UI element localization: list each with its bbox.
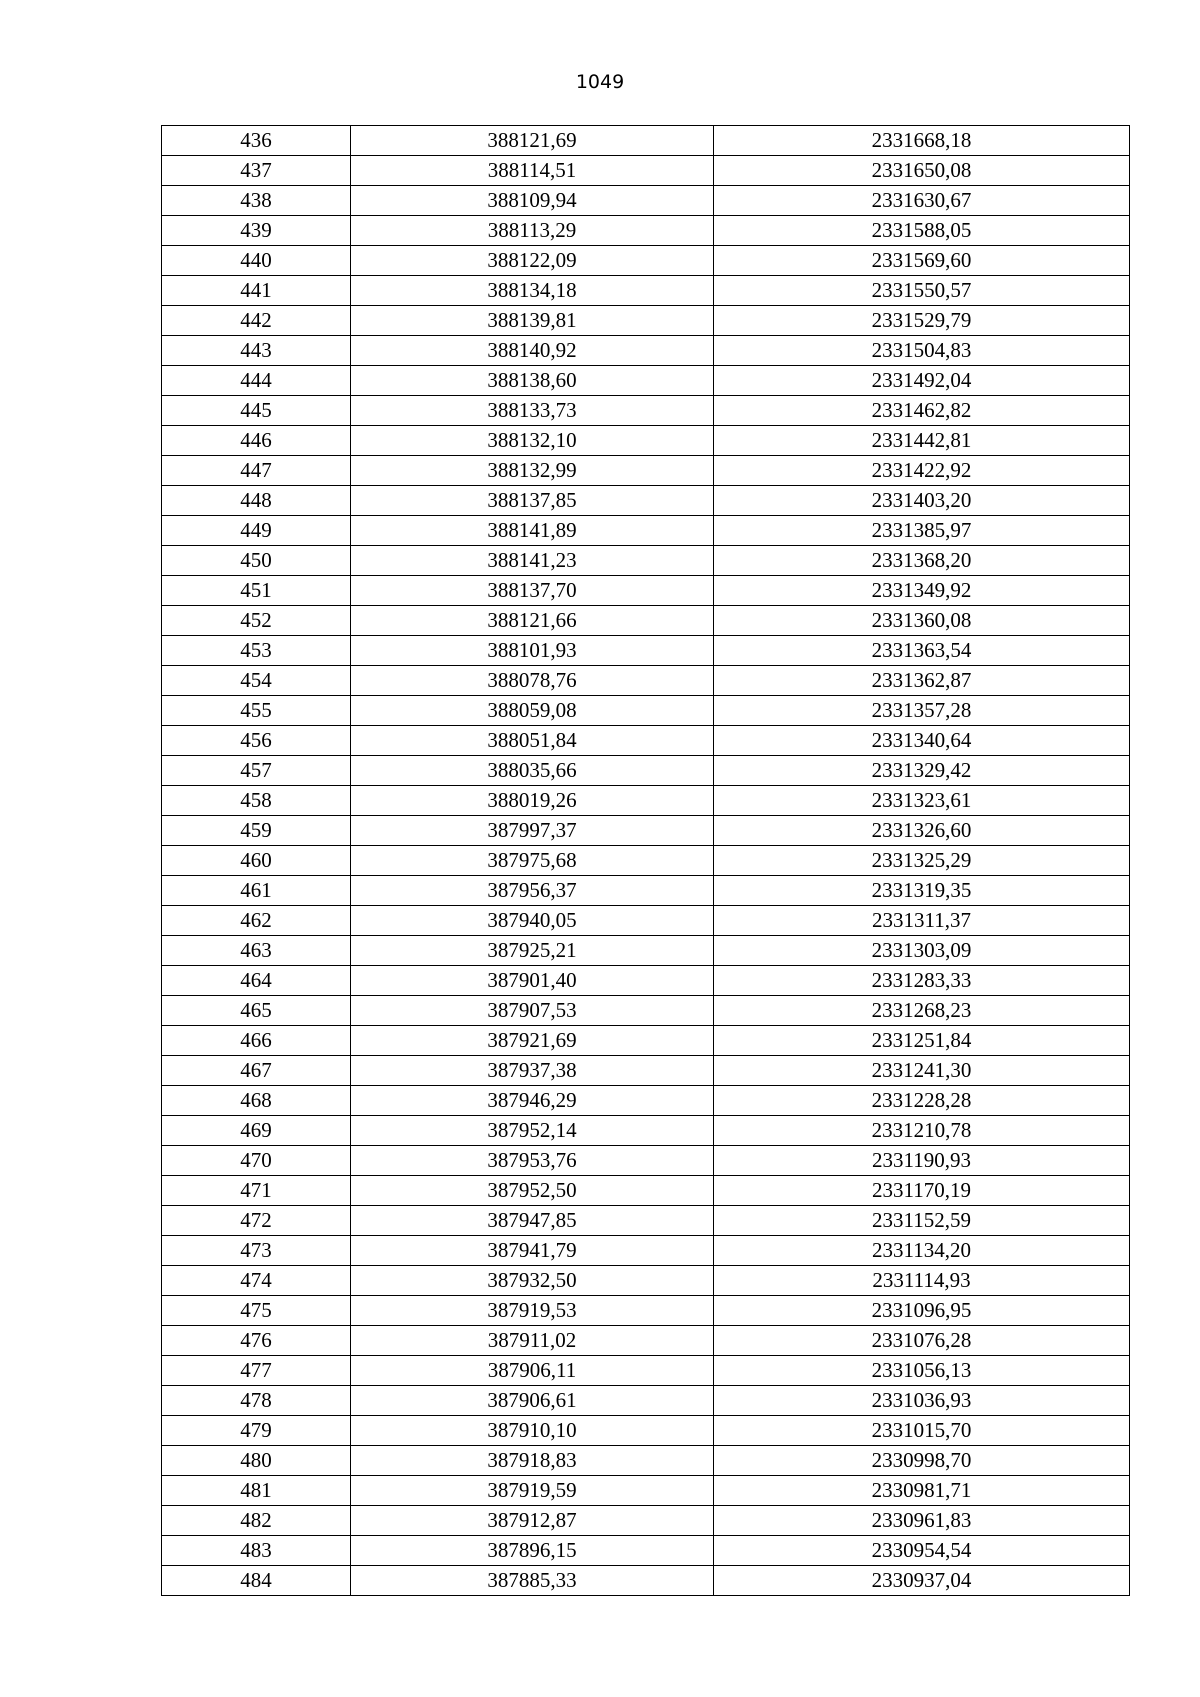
x-coordinate-cell: 387941,79 (351, 1236, 714, 1266)
point-number-cell: 459 (162, 816, 351, 846)
x-coordinate-cell: 388132,10 (351, 426, 714, 456)
y-coordinate-cell: 2331422,92 (714, 456, 1130, 486)
point-number-cell: 483 (162, 1536, 351, 1566)
x-coordinate-cell: 388078,76 (351, 666, 714, 696)
table-row (162, 156, 1130, 186)
x-coordinate-cell: 388109,94 (351, 186, 714, 216)
y-coordinate-cell: 2331228,28 (714, 1086, 1130, 1116)
point-number-cell: 450 (162, 546, 351, 576)
table-row (162, 636, 1130, 666)
x-coordinate-cell: 387921,69 (351, 1026, 714, 1056)
y-coordinate-cell: 2331056,13 (714, 1356, 1130, 1386)
y-coordinate-cell: 2330954,54 (714, 1536, 1130, 1566)
y-coordinate-cell: 2331152,59 (714, 1206, 1130, 1236)
y-coordinate-cell: 2331241,30 (714, 1056, 1130, 1086)
x-coordinate-cell: 388121,69 (351, 126, 714, 156)
point-number-cell: 445 (162, 396, 351, 426)
table-row (162, 396, 1130, 426)
x-coordinate-cell: 387896,15 (351, 1536, 714, 1566)
y-coordinate-cell: 2330998,70 (714, 1446, 1130, 1476)
table-row (162, 1536, 1130, 1566)
table-row (162, 1386, 1130, 1416)
y-coordinate-cell: 2331357,28 (714, 696, 1130, 726)
point-number-cell: 480 (162, 1446, 351, 1476)
table-row (162, 756, 1130, 786)
point-number-cell: 473 (162, 1236, 351, 1266)
y-coordinate-cell: 2331268,23 (714, 996, 1130, 1026)
point-number-cell: 454 (162, 666, 351, 696)
y-coordinate-cell: 2331442,81 (714, 426, 1130, 456)
x-coordinate-cell: 388035,66 (351, 756, 714, 786)
x-coordinate-cell: 388121,66 (351, 606, 714, 636)
point-number-cell: 468 (162, 1086, 351, 1116)
point-number-cell: 462 (162, 906, 351, 936)
y-coordinate-cell: 2331076,28 (714, 1326, 1130, 1356)
table-row (162, 366, 1130, 396)
point-number-cell: 451 (162, 576, 351, 606)
y-coordinate-cell: 2331015,70 (714, 1416, 1130, 1446)
point-number-cell: 457 (162, 756, 351, 786)
x-coordinate-cell: 387912,87 (351, 1506, 714, 1536)
y-coordinate-cell: 2331630,67 (714, 186, 1130, 216)
y-coordinate-cell: 2331360,08 (714, 606, 1130, 636)
x-coordinate-cell: 387956,37 (351, 876, 714, 906)
table-row (162, 816, 1130, 846)
x-coordinate-cell: 387937,38 (351, 1056, 714, 1086)
table-row (162, 936, 1130, 966)
x-coordinate-cell: 387932,50 (351, 1266, 714, 1296)
point-number-cell: 464 (162, 966, 351, 996)
point-number-cell: 447 (162, 456, 351, 486)
x-coordinate-cell: 387919,53 (351, 1296, 714, 1326)
point-number-cell: 477 (162, 1356, 351, 1386)
y-coordinate-cell: 2331311,37 (714, 906, 1130, 936)
point-number-cell: 467 (162, 1056, 351, 1086)
y-coordinate-cell: 2331134,20 (714, 1236, 1130, 1266)
x-coordinate-cell: 387910,10 (351, 1416, 714, 1446)
table-row (162, 666, 1130, 696)
table-row (162, 186, 1130, 216)
x-coordinate-cell: 387953,76 (351, 1146, 714, 1176)
point-number-cell: 437 (162, 156, 351, 186)
point-number-cell: 440 (162, 246, 351, 276)
x-coordinate-cell: 387919,59 (351, 1476, 714, 1506)
table-row (162, 1086, 1130, 1116)
y-coordinate-cell: 2331283,33 (714, 966, 1130, 996)
x-coordinate-cell: 388113,29 (351, 216, 714, 246)
point-number-cell: 456 (162, 726, 351, 756)
table-row (162, 876, 1130, 906)
table-row (162, 1026, 1130, 1056)
table-row (162, 1116, 1130, 1146)
point-number-cell: 439 (162, 216, 351, 246)
point-number-cell: 465 (162, 996, 351, 1026)
x-coordinate-cell: 387997,37 (351, 816, 714, 846)
table-row (162, 486, 1130, 516)
y-coordinate-cell: 2331319,35 (714, 876, 1130, 906)
table-row (162, 726, 1130, 756)
x-coordinate-cell: 387907,53 (351, 996, 714, 1026)
table-row (162, 426, 1130, 456)
x-coordinate-cell: 388141,23 (351, 546, 714, 576)
y-coordinate-cell: 2331385,97 (714, 516, 1130, 546)
table-row (162, 306, 1130, 336)
y-coordinate-cell: 2330981,71 (714, 1476, 1130, 1506)
y-coordinate-cell: 2331251,84 (714, 1026, 1130, 1056)
x-coordinate-cell: 388138,60 (351, 366, 714, 396)
table-row (162, 1146, 1130, 1176)
point-number-cell: 449 (162, 516, 351, 546)
table-row (162, 966, 1130, 996)
y-coordinate-cell: 2330961,83 (714, 1506, 1130, 1536)
point-number-cell: 458 (162, 786, 351, 816)
x-coordinate-cell: 388133,73 (351, 396, 714, 426)
table-row (162, 1296, 1130, 1326)
point-number-cell: 479 (162, 1416, 351, 1446)
y-coordinate-cell: 2331340,64 (714, 726, 1130, 756)
x-coordinate-cell: 388139,81 (351, 306, 714, 336)
table-row (162, 1266, 1130, 1296)
y-coordinate-cell: 2331114,93 (714, 1266, 1130, 1296)
x-coordinate-cell: 387911,02 (351, 1326, 714, 1356)
table-row (162, 1566, 1130, 1596)
point-number-cell: 452 (162, 606, 351, 636)
y-coordinate-cell: 2331368,20 (714, 546, 1130, 576)
table-row (162, 906, 1130, 936)
table-row (162, 516, 1130, 546)
point-number-cell: 476 (162, 1326, 351, 1356)
table-row (162, 1236, 1130, 1266)
y-coordinate-cell: 2330937,04 (714, 1566, 1130, 1596)
x-coordinate-cell: 388137,85 (351, 486, 714, 516)
table-row (162, 846, 1130, 876)
point-number-cell: 471 (162, 1176, 351, 1206)
point-number-cell: 474 (162, 1266, 351, 1296)
x-coordinate-cell: 388059,08 (351, 696, 714, 726)
y-coordinate-cell: 2331303,09 (714, 936, 1130, 966)
point-number-cell: 478 (162, 1386, 351, 1416)
table-row (162, 246, 1130, 276)
point-number-cell: 448 (162, 486, 351, 516)
point-number-cell: 441 (162, 276, 351, 306)
y-coordinate-cell: 2331550,57 (714, 276, 1130, 306)
page-number: 1049 (575, 71, 625, 93)
x-coordinate-cell: 388101,93 (351, 636, 714, 666)
point-number-cell: 469 (162, 1116, 351, 1146)
x-coordinate-cell: 388114,51 (351, 156, 714, 186)
table-row (162, 546, 1130, 576)
x-coordinate-cell: 387885,33 (351, 1566, 714, 1596)
point-number-cell: 463 (162, 936, 351, 966)
x-coordinate-cell: 387940,05 (351, 906, 714, 936)
point-number-cell: 472 (162, 1206, 351, 1236)
y-coordinate-cell: 2331650,08 (714, 156, 1130, 186)
table-row (162, 1416, 1130, 1446)
point-number-cell: 455 (162, 696, 351, 726)
x-coordinate-cell: 388140,92 (351, 336, 714, 366)
y-coordinate-cell: 2331504,83 (714, 336, 1130, 366)
table-row (162, 1356, 1130, 1386)
table-row (162, 1326, 1130, 1356)
x-coordinate-cell: 388132,99 (351, 456, 714, 486)
point-number-cell: 460 (162, 846, 351, 876)
table-row (162, 786, 1130, 816)
x-coordinate-cell: 387906,11 (351, 1356, 714, 1386)
table-row (162, 1206, 1130, 1236)
y-coordinate-cell: 2331363,54 (714, 636, 1130, 666)
x-coordinate-cell: 387925,21 (351, 936, 714, 966)
y-coordinate-cell: 2331462,82 (714, 396, 1130, 426)
point-number-cell: 475 (162, 1296, 351, 1326)
table-row (162, 606, 1130, 636)
point-number-cell: 446 (162, 426, 351, 456)
table-row (162, 1506, 1130, 1536)
x-coordinate-cell: 388137,70 (351, 576, 714, 606)
x-coordinate-cell: 388134,18 (351, 276, 714, 306)
point-number-cell: 481 (162, 1476, 351, 1506)
y-coordinate-cell: 2331362,87 (714, 666, 1130, 696)
point-number-cell: 443 (162, 336, 351, 366)
y-coordinate-cell: 2331403,20 (714, 486, 1130, 516)
y-coordinate-cell: 2331668,18 (714, 126, 1130, 156)
y-coordinate-cell: 2331492,04 (714, 366, 1130, 396)
table-row (162, 576, 1130, 606)
point-number-cell: 438 (162, 186, 351, 216)
table-row (162, 456, 1130, 486)
table-row (162, 996, 1130, 1026)
coordinates-table-body (162, 126, 1130, 1596)
point-number-cell: 484 (162, 1566, 351, 1596)
x-coordinate-cell: 387946,29 (351, 1086, 714, 1116)
y-coordinate-cell: 2331323,61 (714, 786, 1130, 816)
x-coordinate-cell: 387906,61 (351, 1386, 714, 1416)
x-coordinate-cell: 387952,14 (351, 1116, 714, 1146)
x-coordinate-cell: 387952,50 (351, 1176, 714, 1206)
y-coordinate-cell: 2331210,78 (714, 1116, 1130, 1146)
point-number-cell: 453 (162, 636, 351, 666)
x-coordinate-cell: 387975,68 (351, 846, 714, 876)
point-number-cell: 444 (162, 366, 351, 396)
point-number-cell: 461 (162, 876, 351, 906)
coordinates-table (161, 125, 1130, 1596)
y-coordinate-cell: 2331326,60 (714, 816, 1130, 846)
point-number-cell: 442 (162, 306, 351, 336)
table-row (162, 336, 1130, 366)
y-coordinate-cell: 2331325,29 (714, 846, 1130, 876)
y-coordinate-cell: 2331529,79 (714, 306, 1130, 336)
point-number-cell: 436 (162, 126, 351, 156)
x-coordinate-cell: 388141,89 (351, 516, 714, 546)
point-number-cell: 470 (162, 1146, 351, 1176)
table-row (162, 216, 1130, 246)
table-row (162, 1176, 1130, 1206)
x-coordinate-cell: 388019,26 (351, 786, 714, 816)
y-coordinate-cell: 2331170,19 (714, 1176, 1130, 1206)
x-coordinate-cell: 387947,85 (351, 1206, 714, 1236)
table-row (162, 1446, 1130, 1476)
table-row (162, 1056, 1130, 1086)
y-coordinate-cell: 2331096,95 (714, 1296, 1130, 1326)
x-coordinate-cell: 387918,83 (351, 1446, 714, 1476)
point-number-cell: 482 (162, 1506, 351, 1536)
table-row (162, 276, 1130, 306)
y-coordinate-cell: 2331036,93 (714, 1386, 1130, 1416)
table-row (162, 126, 1130, 156)
x-coordinate-cell: 387901,40 (351, 966, 714, 996)
y-coordinate-cell: 2331349,92 (714, 576, 1130, 606)
x-coordinate-cell: 388051,84 (351, 726, 714, 756)
table-row (162, 1476, 1130, 1506)
y-coordinate-cell: 2331588,05 (714, 216, 1130, 246)
table-row (162, 696, 1130, 726)
point-number-cell: 466 (162, 1026, 351, 1056)
y-coordinate-cell: 2331190,93 (714, 1146, 1130, 1176)
x-coordinate-cell: 388122,09 (351, 246, 714, 276)
y-coordinate-cell: 2331329,42 (714, 756, 1130, 786)
y-coordinate-cell: 2331569,60 (714, 246, 1130, 276)
